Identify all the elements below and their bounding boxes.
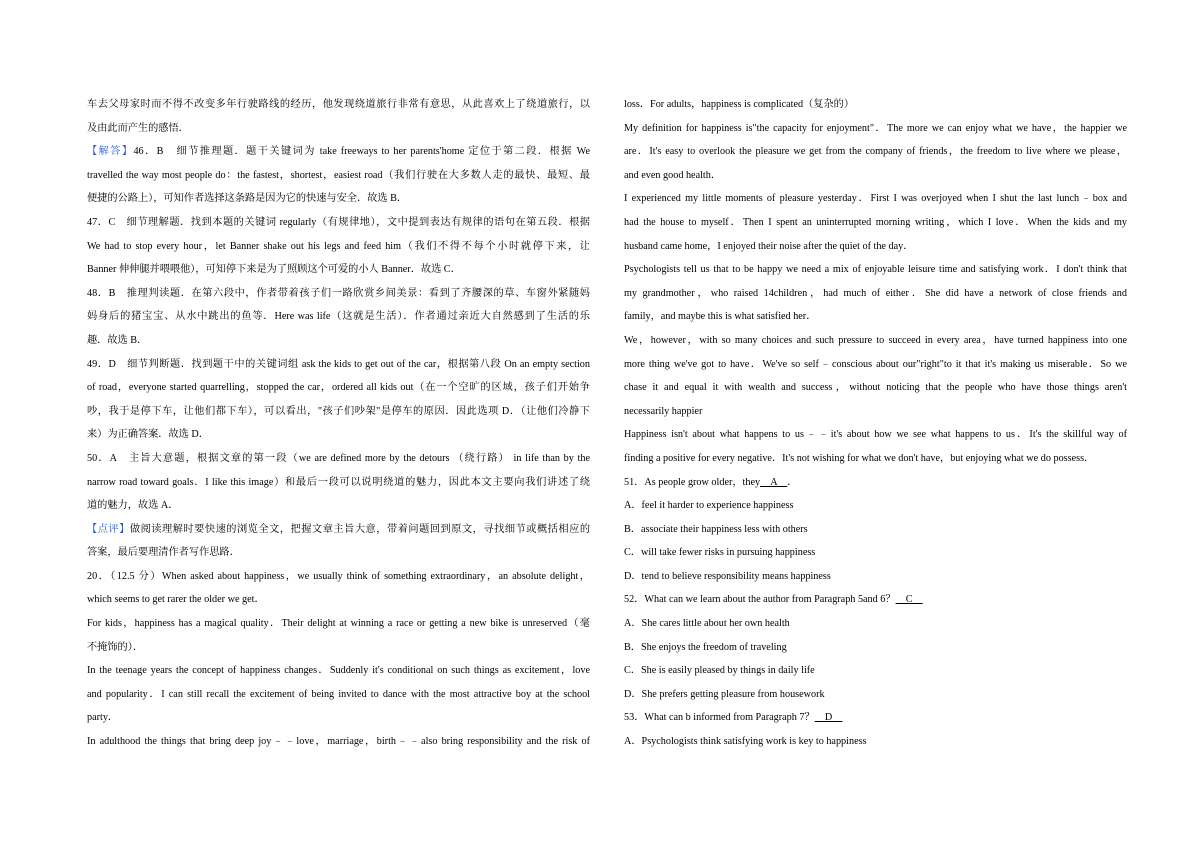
text-line — [87, 117, 590, 141]
line-text: 50．A 主旨大意题，根据文章的第一段（we are defined more by the detours （绕行路） in life than by the — [87, 452, 590, 464]
text-line — [624, 636, 1127, 660]
text-line — [624, 612, 1127, 636]
answer-blank: A — [760, 476, 788, 488]
line-text: In the teenage years the concept of happiness changes．Suddenly it's conditional on such things as excitement，love — [87, 665, 590, 677]
text-line — [624, 353, 1127, 377]
answer-blank: D — [814, 712, 843, 724]
section-tag: 【点评】 — [87, 523, 130, 535]
line-text: and popularity．I can still recall the excitement of being invited to dance with the most attractive boy at the school — [87, 688, 590, 700]
line-text: B．associate their happiness less with others — [624, 523, 808, 535]
text-line — [87, 565, 590, 589]
line-text: 吵，我于是停下车，让他们都下车），可以看出，"孩子们吵架"是停车的原因．因此选项 D．（让他们冷静下 — [87, 405, 590, 417]
line-text: 51．As people grow older，they — [624, 476, 761, 488]
line-text: husband came home，I enjoyed their noise after the quiet of the day． — [624, 240, 914, 252]
line-text: 答案，最后要理清作者写作思路． — [87, 547, 240, 559]
left-column — [87, 93, 590, 754]
text-line — [87, 636, 590, 660]
text-line — [624, 730, 1127, 754]
line-text: and even good health． — [624, 169, 722, 181]
line-text-after: ． — [787, 476, 798, 488]
line-text: A．feel it harder to experience happiness — [624, 500, 794, 512]
text-line — [87, 329, 590, 353]
section-tag: 【解答】 — [87, 146, 134, 158]
text-line — [624, 235, 1127, 259]
line-text: 来）为正确答案．故选 D． — [87, 429, 209, 441]
line-text: We，however，with so many choices and such pressure to succeed in every area，have turned happiness into one — [624, 334, 1127, 346]
text-line — [87, 282, 590, 306]
line-text: 趣．故选 B． — [87, 334, 148, 346]
text-line — [624, 423, 1127, 447]
line-text: D．tend to believe responsibility means happiness — [624, 570, 831, 582]
line-text: necessarily happier — [624, 405, 703, 417]
line-text: are．It's easy to overlook the pleasure we get from the company of friends，the freedom to live where we please， — [624, 146, 1127, 158]
text-line — [87, 235, 590, 259]
text-line — [87, 447, 590, 471]
line-text: party． — [87, 712, 119, 724]
line-text: 便捷的公路上），可知作者选择这条路是因为它的快速与安全．故选 B． — [87, 193, 408, 205]
line-text: 47．C 细节理解题．找到本题的关键词 regularly（有规律地），文中提到表达有规律的语句在第五段．根据 — [87, 216, 590, 228]
line-text: 48．B 推理判读题．在第六段中，作者带着孩子们一路欣赏乡间美景：看到了齐腰深的草、车窗外紧随妈 — [87, 287, 590, 299]
line-text: A．She cares little about her own health — [624, 618, 790, 630]
line-text: My definition for happiness is"the capacity for enjoyment"．The more we can enjoy what we have，the happier we — [624, 122, 1127, 134]
text-line — [624, 117, 1127, 141]
text-line — [87, 258, 590, 282]
text-line — [87, 588, 590, 612]
line-text: 做阅读理解时要快速的浏览全文，把握文章主旨大意，带着问题回到原文，寻找细节或概括相应的 — [129, 523, 591, 535]
line-text: family，and maybe this is what satisfied her． — [624, 311, 817, 323]
line-text: Happiness isn't about what happens to us﹣﹣it's about how we see what happens to us．It's the skillful way of — [624, 429, 1127, 441]
text-line — [624, 518, 1127, 542]
line-text: which seems to get rarer the older we get． — [87, 594, 265, 606]
text-line — [87, 494, 590, 518]
text-line — [87, 730, 590, 754]
line-text: my grandmother，who raised 14children，had much of either．She did have a network of close friends and — [624, 287, 1127, 299]
line-text: finding a positive for every negative．It's not wishing for what we don't have，but enjoying what we do possess． — [624, 452, 1095, 464]
text-line — [624, 494, 1127, 518]
line-text: 及由此而产生的感悟． — [87, 122, 189, 134]
text-line — [624, 659, 1127, 683]
line-text: 46．B 细节推理题．题干关键词为 take freeways to her parents'home 定位于第二段．根据 We — [133, 146, 591, 158]
text-line — [624, 282, 1127, 306]
text-line — [624, 376, 1127, 400]
text-line — [624, 565, 1127, 589]
text-line — [624, 588, 1127, 612]
text-line — [87, 541, 590, 565]
text-line — [624, 706, 1127, 730]
text-line — [624, 164, 1127, 188]
line-text: Banner 伸伸腿并喂喂他），可知停下来是为了照顾这个可爱的小人 Banner．故选 C． — [87, 264, 461, 276]
line-text: C．will take fewer risks in pursuing happiness — [624, 547, 816, 559]
text-line — [624, 400, 1127, 424]
text-line — [87, 376, 590, 400]
line-text: 不掩饰的）． — [87, 641, 144, 653]
text-line — [87, 471, 590, 495]
line-text: 53．What can b informed from Paragraph 7？ — [624, 712, 815, 724]
line-text: B．She enjoys the freedom of traveling — [624, 641, 787, 653]
text-line — [87, 423, 590, 447]
text-line — [624, 329, 1127, 353]
line-text: 妈身后的猪宝宝、从水中跳出的鱼等．Here was life（这就是生活）．作者通过亲近大自然感到了生活的乐 — [87, 311, 590, 323]
text-line — [87, 659, 590, 683]
text-line — [87, 683, 590, 707]
line-text: I experienced my little moments of pleasure yesterday．First I was overjoyed when I shut the last lunch﹣box and — [624, 193, 1127, 205]
line-text: 49．D 细节判断题．找到题干中的关键词组 ask the kids to get out of the car，根据第八段 On an empty section — [87, 358, 590, 370]
text-line — [87, 187, 590, 211]
text-line — [624, 258, 1127, 282]
right-column — [624, 93, 1127, 754]
text-line — [624, 187, 1127, 211]
text-line — [624, 93, 1127, 117]
line-text: C．She is easily pleased by things in daily life — [624, 665, 815, 677]
text-line — [87, 93, 590, 117]
text-line — [87, 518, 590, 542]
text-line — [624, 305, 1127, 329]
text-line — [624, 140, 1127, 164]
text-line — [624, 541, 1127, 565]
text-line — [87, 353, 590, 377]
line-text: For kids，happiness has a magical quality．Their delight at winning a race or getting a new bike is unreserved（毫 — [87, 618, 590, 630]
line-text: 道的魅力，故选 A． — [87, 500, 179, 512]
text-line — [87, 400, 590, 424]
text-line — [87, 612, 590, 636]
line-text: A．Psychologists think satisfying work is key to happiness — [624, 736, 867, 748]
line-text: loss．For adults，happiness is complicated（复杂的） — [624, 99, 855, 110]
text-line — [87, 211, 590, 235]
text-line — [87, 706, 590, 730]
line-text: more thing we've got to have．We've so self﹣conscious about our"right"to it that it's making us miserable．So we — [624, 358, 1127, 370]
line-text: 车去父母家时而不得不改变多年行驶路线的经历，他发现绕道旅行非常有意思，从此喜欢上了绕道旅行，以 — [87, 99, 590, 110]
line-text: D．She prefers getting pleasure from housework — [624, 688, 825, 700]
text-line — [624, 471, 1127, 495]
answer-blank: C — [895, 594, 923, 606]
line-text: narrow road toward goals．I like this image）和最后一段可以说明绕道的魅力，因此本文主要向我们讲述了绕 — [87, 476, 590, 488]
text-line — [87, 305, 590, 329]
line-text: In adulthood the things that bring deep joy﹣﹣love，marriage，birth﹣﹣also bring responsibility and the risk of — [87, 736, 590, 748]
text-line — [87, 140, 590, 164]
text-line — [624, 211, 1127, 235]
line-text: had the house to myself．Then I spent an uninterrupted morning writing，which I love．When the kids and my — [624, 216, 1127, 228]
line-text: Psychologists tell us that to be happy we need a mix of enjoyable leisure time and satisfying work．I don't think that — [624, 264, 1127, 276]
text-line — [624, 683, 1127, 707]
line-text: of road，everyone started quarrelling，stopped the car，ordered all kids out（在一个空旷的区域，孩子们开始争 — [87, 382, 590, 394]
line-text: chase it and equal it with wealth and success，without noticing that the people who have those things aren't — [624, 382, 1127, 394]
line-text: We had to stop every hour，let Banner shake out his legs and feed him（我们不得不每个小时就停下来，让 — [87, 240, 590, 252]
text-line — [624, 447, 1127, 471]
line-text: travelled the way most people do：the fastest，shortest，easiest road（我们行驶在大多数人走的最快、最短、最 — [87, 169, 590, 181]
line-text: 52．What can we learn about the author from Paragraph 5and 6？ — [624, 594, 896, 606]
text-line — [87, 164, 590, 188]
line-text: 20．（12.5 分）When asked about happiness，we usually think of something extraordinary，an absolute delight， — [87, 570, 590, 582]
